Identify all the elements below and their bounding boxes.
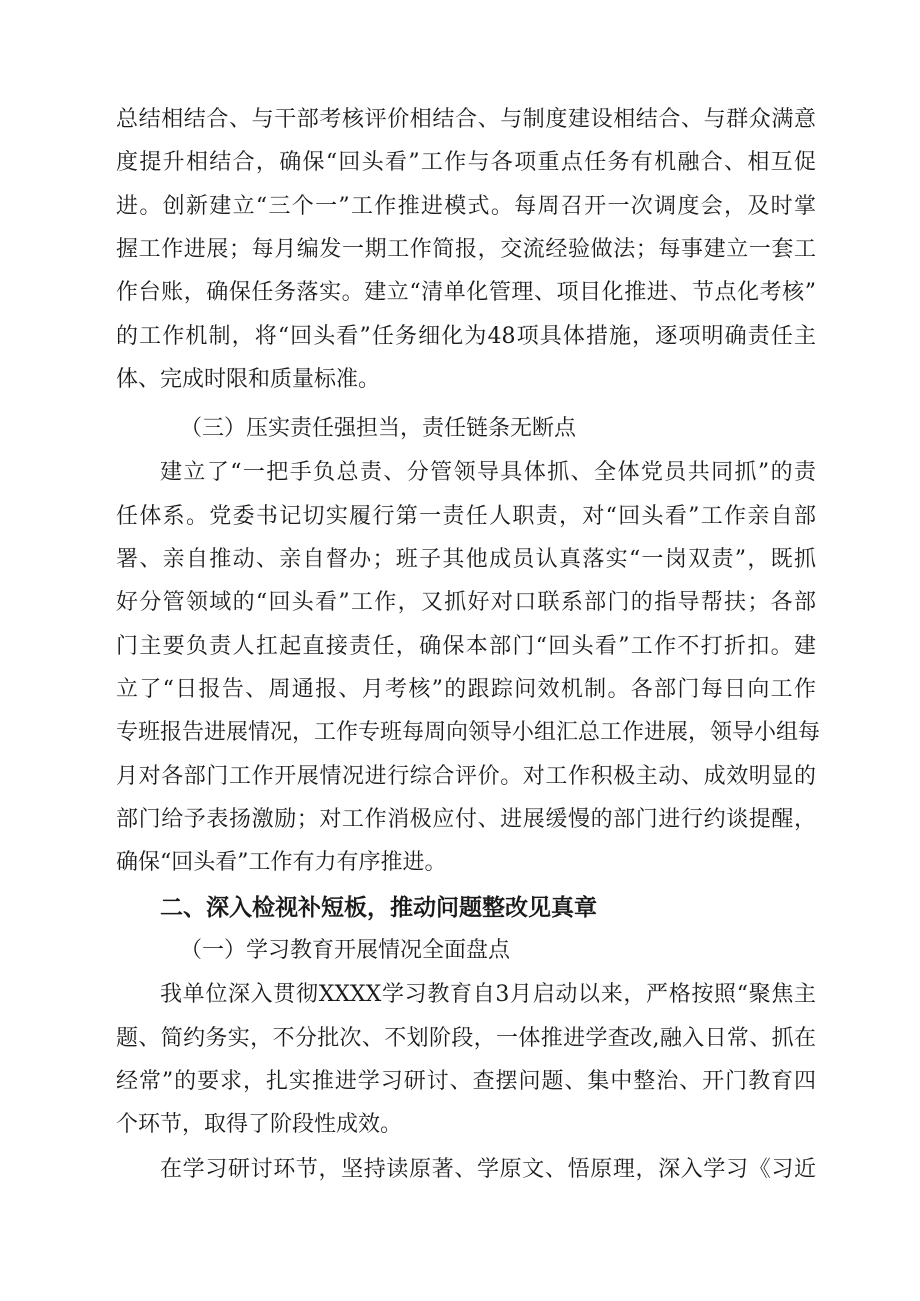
- section-heading: 二、深入检视补短板，推动问题整改见真章: [160, 895, 597, 921]
- paragraph-line: 月对各部门工作开展情况进行综合评价。对工作积极主动、成效明显的: [116, 764, 816, 789]
- paragraph-line: 经常”的要求，扎实推进学习研讨、查摆问题、集中整治、开门教育四: [116, 1069, 816, 1094]
- paragraph-line: 确保“回头看”工作有力有序推进。: [116, 850, 447, 875]
- paragraph-line: 进。创新建立“三个一”工作推进模式。每周召开一次调度会，及时掌: [116, 194, 816, 219]
- paragraph-line: 任体系。党委书记切实履行第一责任人职责，对“回头看”工作亲自部: [116, 504, 816, 529]
- paragraph-line: 的工作机制，将“回头看”任务细化为48项具体措施，逐项明确责任主: [116, 324, 816, 349]
- subheading: （一）学习教育开展情况全面盘点: [180, 938, 511, 963]
- paragraph-line: 握工作进展；每月编发一期工作简报，交流经验做法；每事建立一套工: [116, 237, 816, 262]
- paragraph-line: 在学习研讨环节，坚持读原著、学原文、悟原理，深入学习《习近: [160, 1157, 816, 1182]
- paragraph-line: 题、简约务实，不分批次、不划阶段，一体推进学查改,融入日常、抓在: [116, 1026, 816, 1051]
- paragraph-line: 总结相结合、与干部考核评价相结合、与制度建设相结合、与群众满意: [116, 107, 816, 132]
- paragraph-line: 我单位深入贯彻XXXX学习教育自3月启动以来，严格按照“聚焦主: [160, 982, 816, 1007]
- paragraph-line: 体、完成时限和质量标准。: [116, 367, 381, 392]
- paragraph-line: 署、亲自推动、亲自督办；班子其他成员认真落实“一岗双责”，既抓: [116, 547, 816, 572]
- paragraph-line: 门主要负责人扛起直接责任，确保本部门“回头看”工作不打折扣。建: [116, 634, 816, 659]
- paragraph-line: 作台账，确保任务落实。建立“清单化管理、项目化推进、节点化考核”: [116, 280, 816, 305]
- paragraph-line: 部门给予表扬激励；对工作消极应付、进展缓慢的部门进行约谈提醒，: [116, 807, 816, 832]
- paragraph-line: 好分管领域的“回头看”工作，又抓好对口联系部门的指导帮扶；各部: [116, 590, 816, 615]
- paragraph-line: 建立了“一把手负总责、分管领导具体抓、全体党员共同抓”的责: [160, 460, 816, 485]
- paragraph-line: 个环节，取得了阶段性成效。: [116, 1112, 403, 1137]
- paragraph-line: 度提升相结合，确保“回头看”工作与各项重点任务有机融合、相互促: [116, 150, 816, 175]
- paragraph-line: 专班报告进展情况，工作专班每周向领导小组汇总工作进展，领导小组每: [116, 720, 821, 745]
- subheading: （三）压实责任强担当，责任链条无断点: [180, 416, 577, 441]
- paragraph-line: 立了“日报告、周通报、月考核”的跟踪问效机制。各部门每日向工作: [116, 677, 816, 702]
